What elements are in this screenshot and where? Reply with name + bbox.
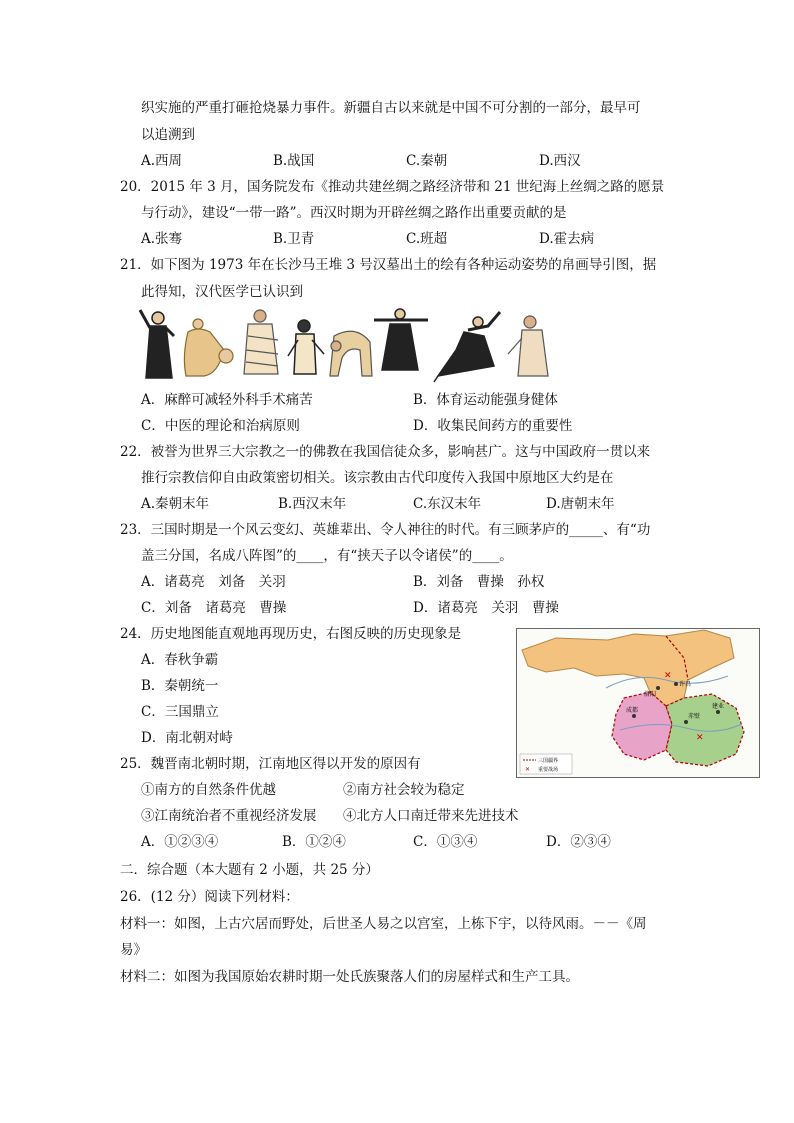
q24-stem: 24．历史地图能直观地再现历史，右图反映的历史现象是 — [120, 626, 462, 642]
q24-option-c[interactable]: C．三国鼎立 — [141, 704, 219, 720]
figure-4 — [288, 320, 324, 374]
section-2-heading: 二．综合题（本大题有 2 小题，共 25 分） — [120, 862, 379, 878]
q23-stem-line1: 23．三国时期是一个风云变幻、英雄辈出、令人神往的时代。有三顾茅庐的_____、有“功 — [120, 522, 651, 538]
figure-7 — [434, 312, 500, 382]
q22-option-b[interactable]: B.西汉末年 — [278, 496, 347, 512]
battle-marker-icon: ✕ — [696, 733, 704, 743]
svg-text:✕: ✕ — [525, 766, 531, 773]
q25-statement-2: ②南方社会较为稳定 — [343, 782, 465, 798]
q25-option-b[interactable]: B．①②④ — [282, 834, 346, 850]
q22-option-c[interactable]: C.东汉末年 — [413, 496, 482, 512]
q21-option-d[interactable]: D．收集民间药方的重要性 — [413, 418, 573, 434]
map-label-chibi: 赤壁 — [688, 713, 701, 720]
daoyin-exercise-figures — [138, 306, 558, 384]
legend-border: 三国疆界 — [538, 758, 559, 764]
map-label-jianye: 建业 — [712, 703, 725, 710]
q20-option-b[interactable]: B.卫青 — [273, 231, 315, 247]
q21-option-a[interactable]: A．麻醉可减轻外科手术痛苦 — [141, 392, 313, 408]
q22-stem-line2: 推行宗教信仰自由政策密切相关。该宗教由古代印度传入我国中原地区大约是在 — [141, 470, 614, 486]
q23-option-c[interactable]: C．刘备 诸葛亮 曹操 — [141, 600, 287, 616]
legend-battlefield: 重要战场 — [538, 767, 559, 773]
q25-option-a[interactable]: A．①②③④ — [141, 834, 219, 850]
figure-1 — [140, 310, 174, 378]
q19-stem-line2: 以追溯到 — [141, 127, 195, 143]
q25-statement-4: ④北方人口南迁带来先进技术 — [343, 808, 519, 824]
q24-option-a[interactable]: A．春秋争霸 — [141, 652, 219, 668]
q21-stem-line1: 21．如下图为 1973 年在长沙马王堆 3 号汉墓出土的绘有各种运动姿势的帛画导引图，据 — [120, 257, 657, 273]
figure-6 — [374, 309, 428, 370]
map-label-chengdu: 成都 — [626, 707, 639, 714]
q19-option-d[interactable]: D.西汉 — [539, 153, 581, 169]
q24-option-b[interactable]: B．秦朝统一 — [141, 678, 219, 694]
q21-option-b[interactable]: B．体育运动能强身健体 — [413, 392, 558, 408]
q20-option-c[interactable]: C.班超 — [406, 231, 448, 247]
figure-8 — [508, 316, 548, 376]
q25-statement-1: ①南方的自然条件优越 — [141, 782, 276, 798]
q26-material-1-line2: 易》 — [120, 942, 147, 958]
q20-stem-line1: 20．2015 年 3 月，国务院发布《推动共建丝绸之路经济带和 21 世纪海上丝绸之路的愿景 — [120, 179, 665, 195]
q20-option-a[interactable]: A.张骞 — [141, 231, 183, 247]
q23-option-a[interactable]: A．诸葛亮 刘备 关羽 — [141, 574, 286, 590]
figure-2 — [184, 319, 233, 376]
q25-stem: 25．魏晋南北朝时期，江南地区得以开发的原因有 — [120, 756, 421, 772]
q22-option-d[interactable]: D.唐朝末年 — [546, 496, 615, 512]
map-label-xuchang: 许昌 — [679, 681, 692, 688]
figure-3 — [244, 310, 278, 374]
q20-stem-line2: 与行动》，建设“一带一路”。西汉时期为开辟丝绸之路作出重要贡献的是 — [141, 205, 567, 221]
q21-option-c[interactable]: C．中医的理论和治病原则 — [141, 418, 300, 434]
q23-option-b[interactable]: B．刘备 曹操 孙权 — [413, 574, 545, 590]
q19-stem-line1: 织实施的严重打砸抢烧暴力事件。新疆自古以来就是中国不可分割的一部分，最早可 — [141, 100, 641, 116]
map-label-luoyang: 洛阳 — [644, 691, 657, 698]
q25-option-d[interactable]: D．②③④ — [546, 834, 611, 850]
q26-stem: 26．(12 分）阅读下列材料： — [120, 889, 299, 905]
q26-material-1-line1: 材料一：如图，上古穴居而野处，后世圣人易之以宫室，上栋下宇，以待风雨。－－《周 — [120, 916, 647, 932]
q24-option-d[interactable]: D．南北朝对峙 — [141, 730, 233, 746]
q19-option-c[interactable]: C.秦朝 — [406, 153, 448, 169]
q26-material-2: 材料二：如图为我国原始农耕时期一处氏族聚落人们的房屋样式和生产工具。 — [120, 969, 579, 985]
q19-option-a[interactable]: A.西周 — [141, 153, 183, 169]
q22-stem-line1: 22．被誉为世界三大宗教之一的佛教在我国信徒众多，影响甚广。这与中国政府一贯以来 — [120, 444, 651, 460]
q23-option-d[interactable]: D．诸葛亮 关羽 曹操 — [413, 600, 559, 616]
figure-5 — [330, 331, 372, 376]
battle-marker-icon: ✕ — [664, 671, 672, 681]
q22-option-a[interactable]: A.秦朝末年 — [141, 496, 210, 512]
q23-stem-line2: 盖三分国，名成八阵图”的____，有“挟天子以令诸侯”的____。 — [141, 548, 513, 564]
three-kingdoms-map — [516, 628, 760, 778]
q25-statement-3: ③江南统治者不重视经济发展 — [141, 808, 317, 824]
q25-option-c[interactable]: C．①③④ — [413, 834, 478, 850]
q21-stem-line2: 此得知，汉代医学已认识到 — [141, 284, 303, 300]
q20-option-d[interactable]: D.霍去病 — [539, 231, 595, 247]
q19-option-b[interactable]: B.战国 — [273, 153, 315, 169]
